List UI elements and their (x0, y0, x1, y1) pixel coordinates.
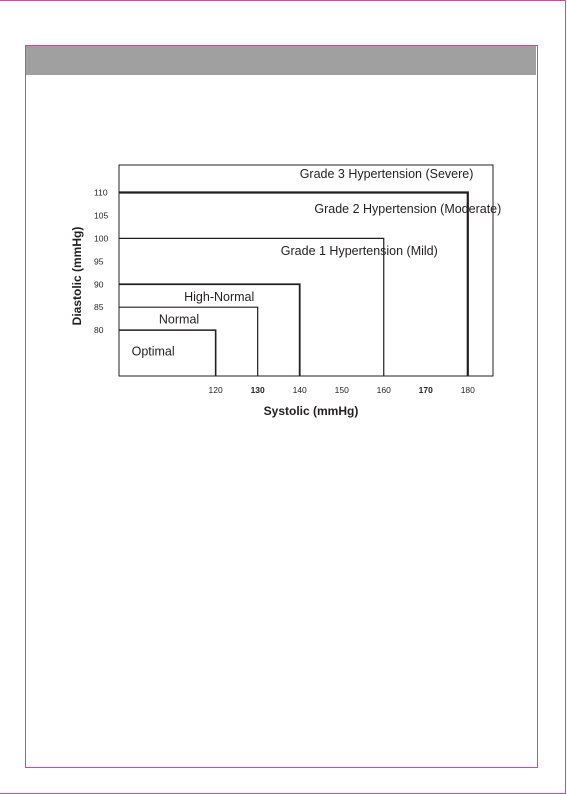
x-tick-label: 150 (334, 385, 349, 395)
x-axis-ticks (209, 385, 476, 395)
region-label-high-normal: High-Normal (184, 289, 255, 304)
y-axis-ticks (94, 188, 108, 336)
x-tick-label: 160 (376, 385, 391, 395)
region-label-normal: Normal (158, 312, 200, 327)
x-tick-label: 140 (292, 385, 307, 395)
y-axis-title: Diastolic (mmHg) (70, 226, 84, 326)
y-tick-label: 80 (94, 325, 104, 336)
region-label-grade-2-hypertension-moderate: Grade 2 Hypertension (Moderate) (314, 202, 502, 217)
y-tick-label: 105 (94, 210, 109, 221)
x-tick-label: 120 (208, 385, 223, 395)
region-label-optimal: Optimal (131, 344, 175, 359)
region-label-grade-3-hypertension-severe: Grade 3 Hypertension (Severe) (299, 166, 474, 181)
x-tick-label: 170 (418, 385, 433, 395)
y-tick-label: 85 (94, 302, 104, 313)
x-tick-label: 130 (250, 385, 265, 395)
y-tick-label: 110 (94, 187, 108, 198)
y-tick-label: 95 (94, 256, 104, 267)
plot-frame (119, 165, 493, 376)
y-tick-label: 90 (94, 279, 104, 290)
region-label-grade-1-hypertension-mild: Grade 1 Hypertension (Mild) (280, 243, 438, 258)
y-tick-label: 100 (94, 233, 109, 244)
x-tick-label: 180 (460, 385, 475, 395)
x-axis-title: Systolic (mmHg) (263, 404, 359, 418)
